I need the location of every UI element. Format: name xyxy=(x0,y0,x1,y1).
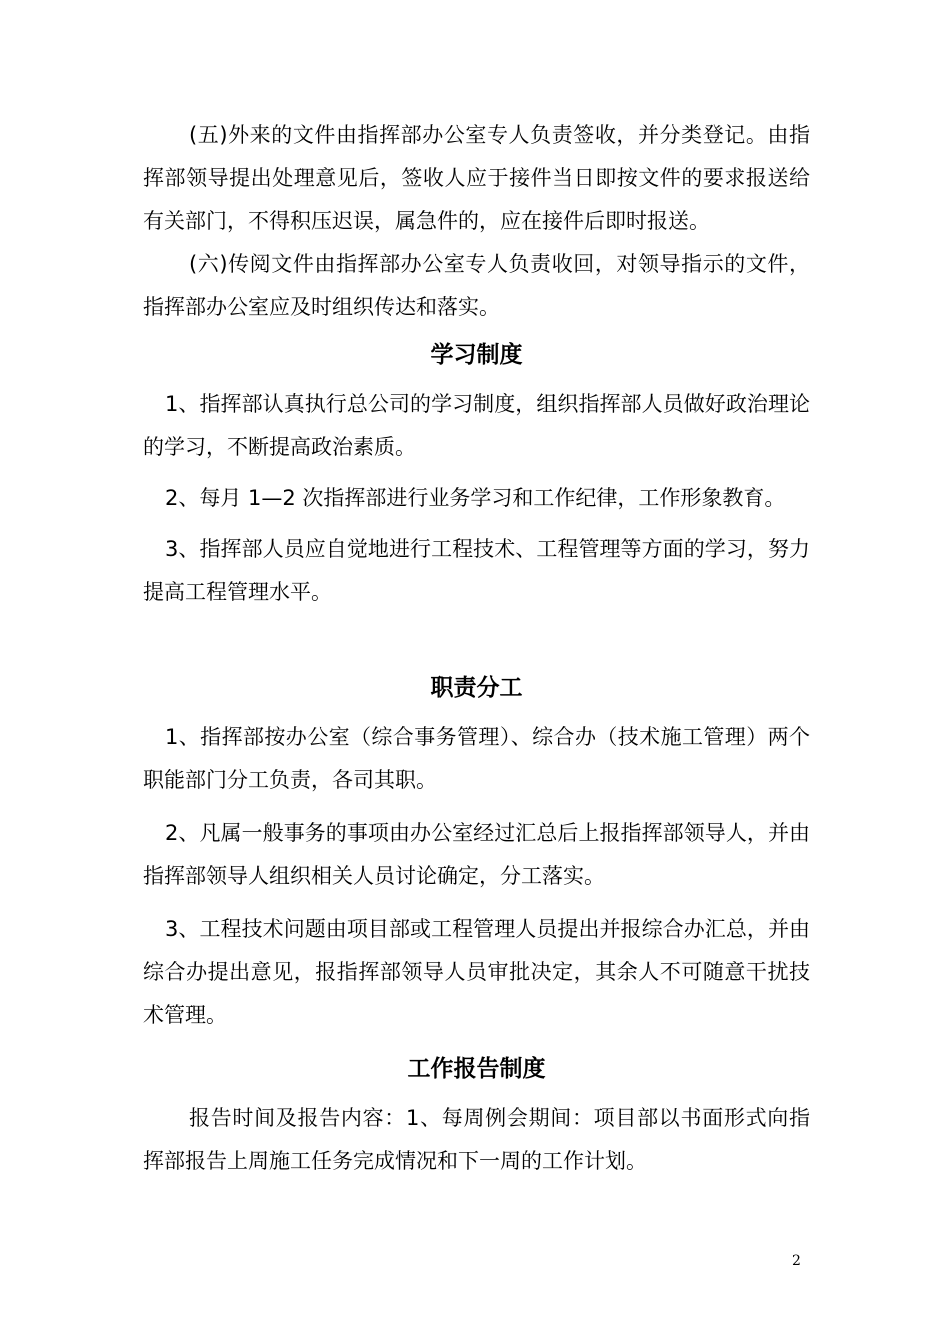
paragraph-6: (六)传阅文件由指挥部办公室专人负责收回，对领导指示的文件，指挥部办公室应及时组织传达和落实。 xyxy=(143,252,810,319)
study-item-1: 1、指挥部认真执行总公司的学习制度，组织指挥部人员做好政治理论的学习，不断提高政治素质。 xyxy=(143,392,810,459)
duty-item-1: 1、指挥部按办公室（综合事务管理）、综合办（技术施工管理）两个职能部门分工负责，各司其职。 xyxy=(143,725,810,792)
study-item-3: 3、指挥部人员应自觉地进行工程技术、工程管理等方面的学习，努力提高工程管理水平。 xyxy=(143,537,810,604)
heading-study-system: 学习制度 xyxy=(430,342,523,368)
duty-item-2: 2、凡属一般事务的事项由办公室经过汇总后上报指挥部领导人，并由指挥部领导人组织相关人员讨论确定，分工落实。 xyxy=(143,821,810,888)
heading-work-report-system: 工作报告制度 xyxy=(407,1056,546,1082)
duty-item-3: 3、工程技术问题由项目部或工程管理人员提出并报综合办汇总，并由综合办提出意见，报指挥部领导人员审批决定，其余人不可随意干扰技术管理。 xyxy=(143,917,810,1027)
paragraph-5: (五)外来的文件由指挥部办公室专人负责签收，并分类登记。由指挥部领导提出处理意见后，签收人应于接件当日即按文件的要求报送给有关部门，不得积压迟误，属急件的，应在接件后即时报送。 xyxy=(143,123,810,233)
study-item-2: 2、每月 1—2 次指挥部进行业务学习和工作纪律，工作形象教育。 xyxy=(165,486,786,510)
heading-duty-division: 职责分工 xyxy=(430,675,523,701)
report-paragraph: 报告时间及报告内容：1、每周例会期间：项目部以书面形式向指挥部报告上周施工任务完成情况和下一周的工作计划。 xyxy=(143,1106,810,1173)
page-number: 2 xyxy=(792,1253,801,1269)
document-body xyxy=(143,114,810,1183)
